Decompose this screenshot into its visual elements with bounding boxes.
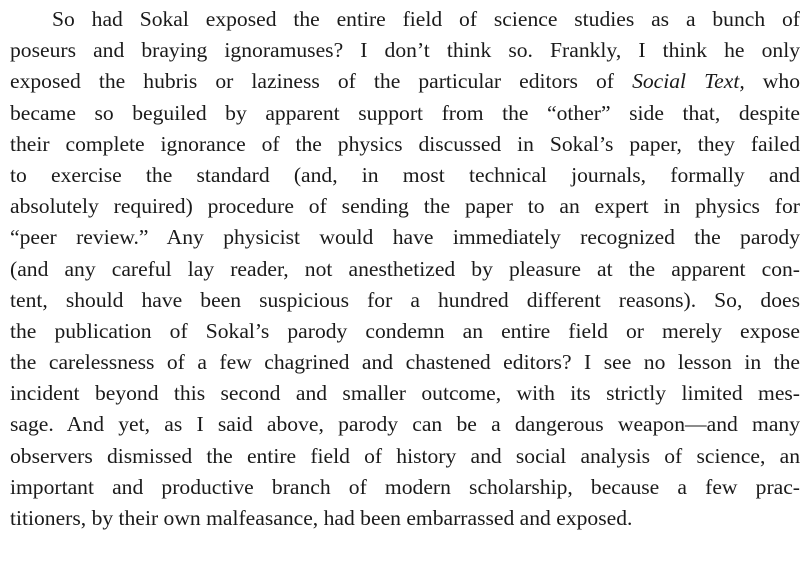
line-text: the carelessness of a few chagrined and chastened editors? I see no lesson in the: [10, 350, 800, 375]
text-line: [10, 222, 800, 253]
text-line: [10, 66, 800, 97]
text-line: [10, 316, 800, 347]
line-text: exposed the hubris or laziness of the particular editors of: [10, 69, 633, 94]
body-paragraph: [10, 4, 800, 534]
text-line: [10, 441, 800, 472]
line-text: sage. And yet, as I said above, parody can be a dangerous weapon—and many: [10, 412, 800, 437]
text-line: [10, 347, 800, 378]
text-line: [10, 472, 800, 503]
text-line: [10, 409, 800, 440]
text-line: [10, 378, 800, 409]
text-line: [10, 160, 800, 191]
text-line: [10, 4, 800, 35]
line-text: their complete ignorance of the physics discussed in Sokal’s paper, they failed: [10, 131, 800, 156]
line-text: tent, should have been suspicious for a hundred different reasons). So, does: [10, 287, 800, 312]
line-text: observers dismissed the entire field of history and social analysis of science, an: [10, 443, 800, 468]
italic-title: Social Text,: [632, 69, 745, 94]
line-text: became so beguiled by apparent support from the “other” side that, despite: [10, 100, 800, 125]
line-text: absolutely required) procedure of sending the paper to an expert in physics for: [10, 194, 800, 219]
line-text: incident beyond this second and smaller outcome, with its strictly limited mes-: [10, 381, 800, 406]
line-text: (and any careful lay reader, not anesthetized by pleasure at the apparent con-: [10, 256, 800, 281]
book-page: [10, 4, 800, 534]
line-text: to exercise the standard (and, in most technical journals, formally and: [10, 162, 800, 187]
line-text: the publication of Sokal’s parody condemn an entire field or merely expose: [10, 318, 800, 343]
text-line: [10, 35, 800, 66]
text-line: [10, 254, 800, 285]
text-line: [10, 503, 800, 534]
text-line: [10, 285, 800, 316]
text-line: [10, 129, 800, 160]
line-text: who: [744, 69, 800, 94]
line-text: poseurs and braying ignoramuses? I don’t think so. Frankly, I think he only: [10, 38, 800, 63]
line-text: “peer review.” Any physicist would have immediately recognized the parody: [10, 225, 800, 250]
line-text: titioners, by their own malfeasance, had been embarrassed and exposed.: [10, 506, 633, 530]
line-text: So had Sokal exposed the entire field of science studies as a bunch of: [52, 7, 800, 31]
text-line: [10, 191, 800, 222]
line-text: important and productive branch of modern scholarship, because a few prac-: [10, 474, 800, 499]
text-line: [10, 98, 800, 129]
